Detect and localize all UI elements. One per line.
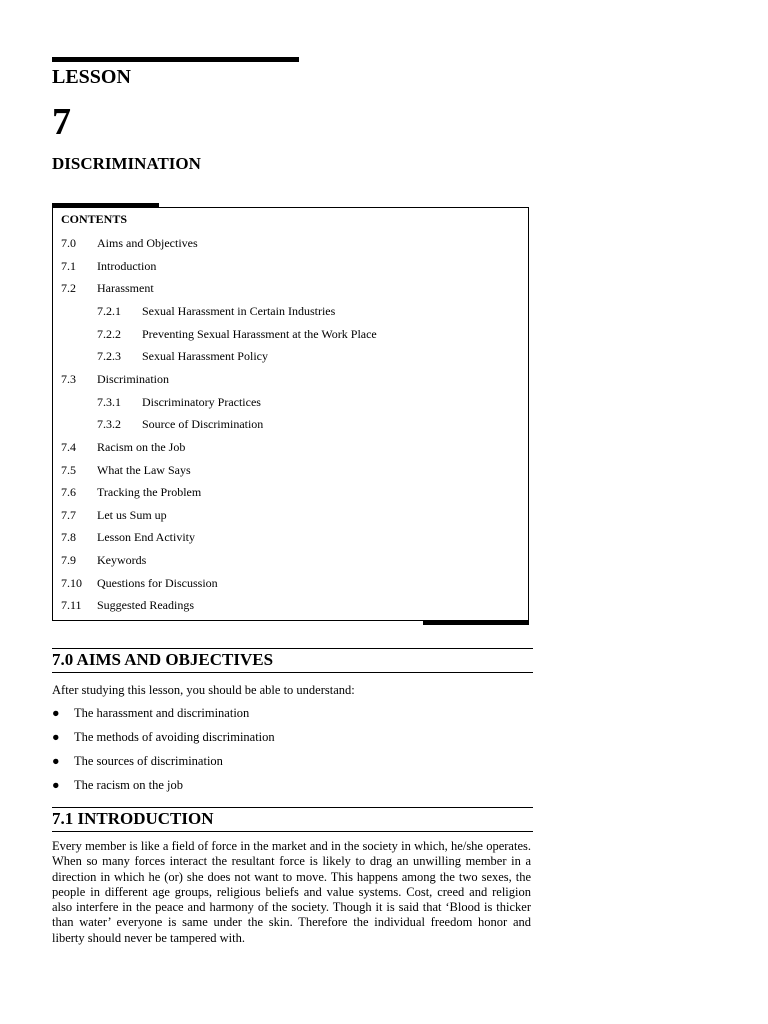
aims-top-rule xyxy=(52,648,533,649)
toc-item-number: 7.6 xyxy=(61,485,76,500)
bullet-text: The sources of discrimination xyxy=(74,754,223,768)
bullet-text: The methods of avoiding discrimination xyxy=(74,730,275,744)
toc-item-label: Sexual Harassment in Certain Industries xyxy=(142,303,336,318)
toc-item-label: Sexual Harassment Policy xyxy=(142,349,268,364)
toc-item-label: Suggested Readings xyxy=(97,598,194,613)
toc-item-number: 7.7 xyxy=(61,507,76,522)
bullet-icon: ● xyxy=(52,754,60,768)
toc-item-number: 7.1 xyxy=(61,258,76,273)
toc-item-label: Preventing Sexual Harassment at the Work Place xyxy=(142,326,377,341)
toc-item-label: Discrimination xyxy=(97,371,169,386)
toc-item-label: Questions for Discussion xyxy=(97,575,218,590)
toc-item-label: Discriminatory Practices xyxy=(142,394,261,409)
toc-item-number: 7.4 xyxy=(61,439,76,454)
toc-item-number: 7.2.3 xyxy=(97,349,121,364)
toc-item-number: 7.2.2 xyxy=(97,326,121,341)
toc-item-number: 7.9 xyxy=(61,553,76,568)
lesson-number: 7 xyxy=(52,101,71,143)
toc-item-number: 7.3.2 xyxy=(97,417,121,432)
toc-item-number: 7.3 xyxy=(61,371,76,386)
aims-bottom-rule xyxy=(52,672,533,673)
toc-item-number: 7.11 xyxy=(61,598,82,613)
toc-item-number: 7.8 xyxy=(61,530,76,545)
toc-item-label: Aims and Objectives xyxy=(97,236,198,250)
contents-heading: CONTENTS xyxy=(61,212,128,226)
lesson-label: LESSON xyxy=(52,66,131,88)
intro-paragraph: Every member is like a field of force in the market and in the society in which, he/she operates. When so many forces interact the resultant force is likely to drag an unwilling member in a direction in which he (or) she does not want to move. This happens among the two sexes, the people in different age groups, religious beliefs and value systems. Cost, creed and religion also interfere in the peace and harmony of the society. Though it is said that ‘Blood is thicker than water’ everyone is same under the skin. Therefore the individual freedom honor and liberty should never be tampered with. xyxy=(52,839,531,945)
toc-item-label: Lesson End Activity xyxy=(97,530,195,545)
contents-bottom-rule xyxy=(423,621,529,625)
intro-heading: 7.1 INTRODUCTION xyxy=(52,809,214,828)
toc-item-label: Racism on the Job xyxy=(97,439,186,454)
toc-item-label: Introduction xyxy=(97,258,157,273)
toc-item-label: What the Law Says xyxy=(97,462,191,477)
intro-bottom-rule xyxy=(52,831,533,832)
toc-item-label: Source of Discrimination xyxy=(142,417,264,432)
toc-item-number: 7.3.1 xyxy=(97,394,121,409)
bullet-icon: ● xyxy=(52,730,60,744)
bullet-icon: ● xyxy=(52,778,60,792)
toc-item-number: 7.0 xyxy=(61,236,76,250)
bullet-text: The racism on the job xyxy=(74,778,183,792)
toc-item-number: 7.2.1 xyxy=(97,303,121,318)
toc-item-label: Tracking the Problem xyxy=(97,485,202,500)
bullet-icon: ● xyxy=(52,706,60,720)
toc-item-label: Let us Sum up xyxy=(97,507,167,522)
aims-intro: After studying this lesson, you should be able to understand: xyxy=(52,683,355,697)
aims-heading: 7.0 AIMS AND OBJECTIVES xyxy=(52,650,274,669)
toc-item-number: 7.10 xyxy=(61,575,82,590)
toc-item-label: Harassment xyxy=(97,281,154,296)
toc-item-number: 7.2 xyxy=(61,281,76,296)
intro-top-rule xyxy=(52,807,533,808)
toc-item-number: 7.5 xyxy=(61,462,76,477)
header-rule xyxy=(52,57,299,62)
lesson-title: DISCRIMINATION xyxy=(52,154,201,173)
toc-item-label: Keywords xyxy=(97,553,147,568)
bullet-text: The harassment and discrimination xyxy=(74,706,250,720)
